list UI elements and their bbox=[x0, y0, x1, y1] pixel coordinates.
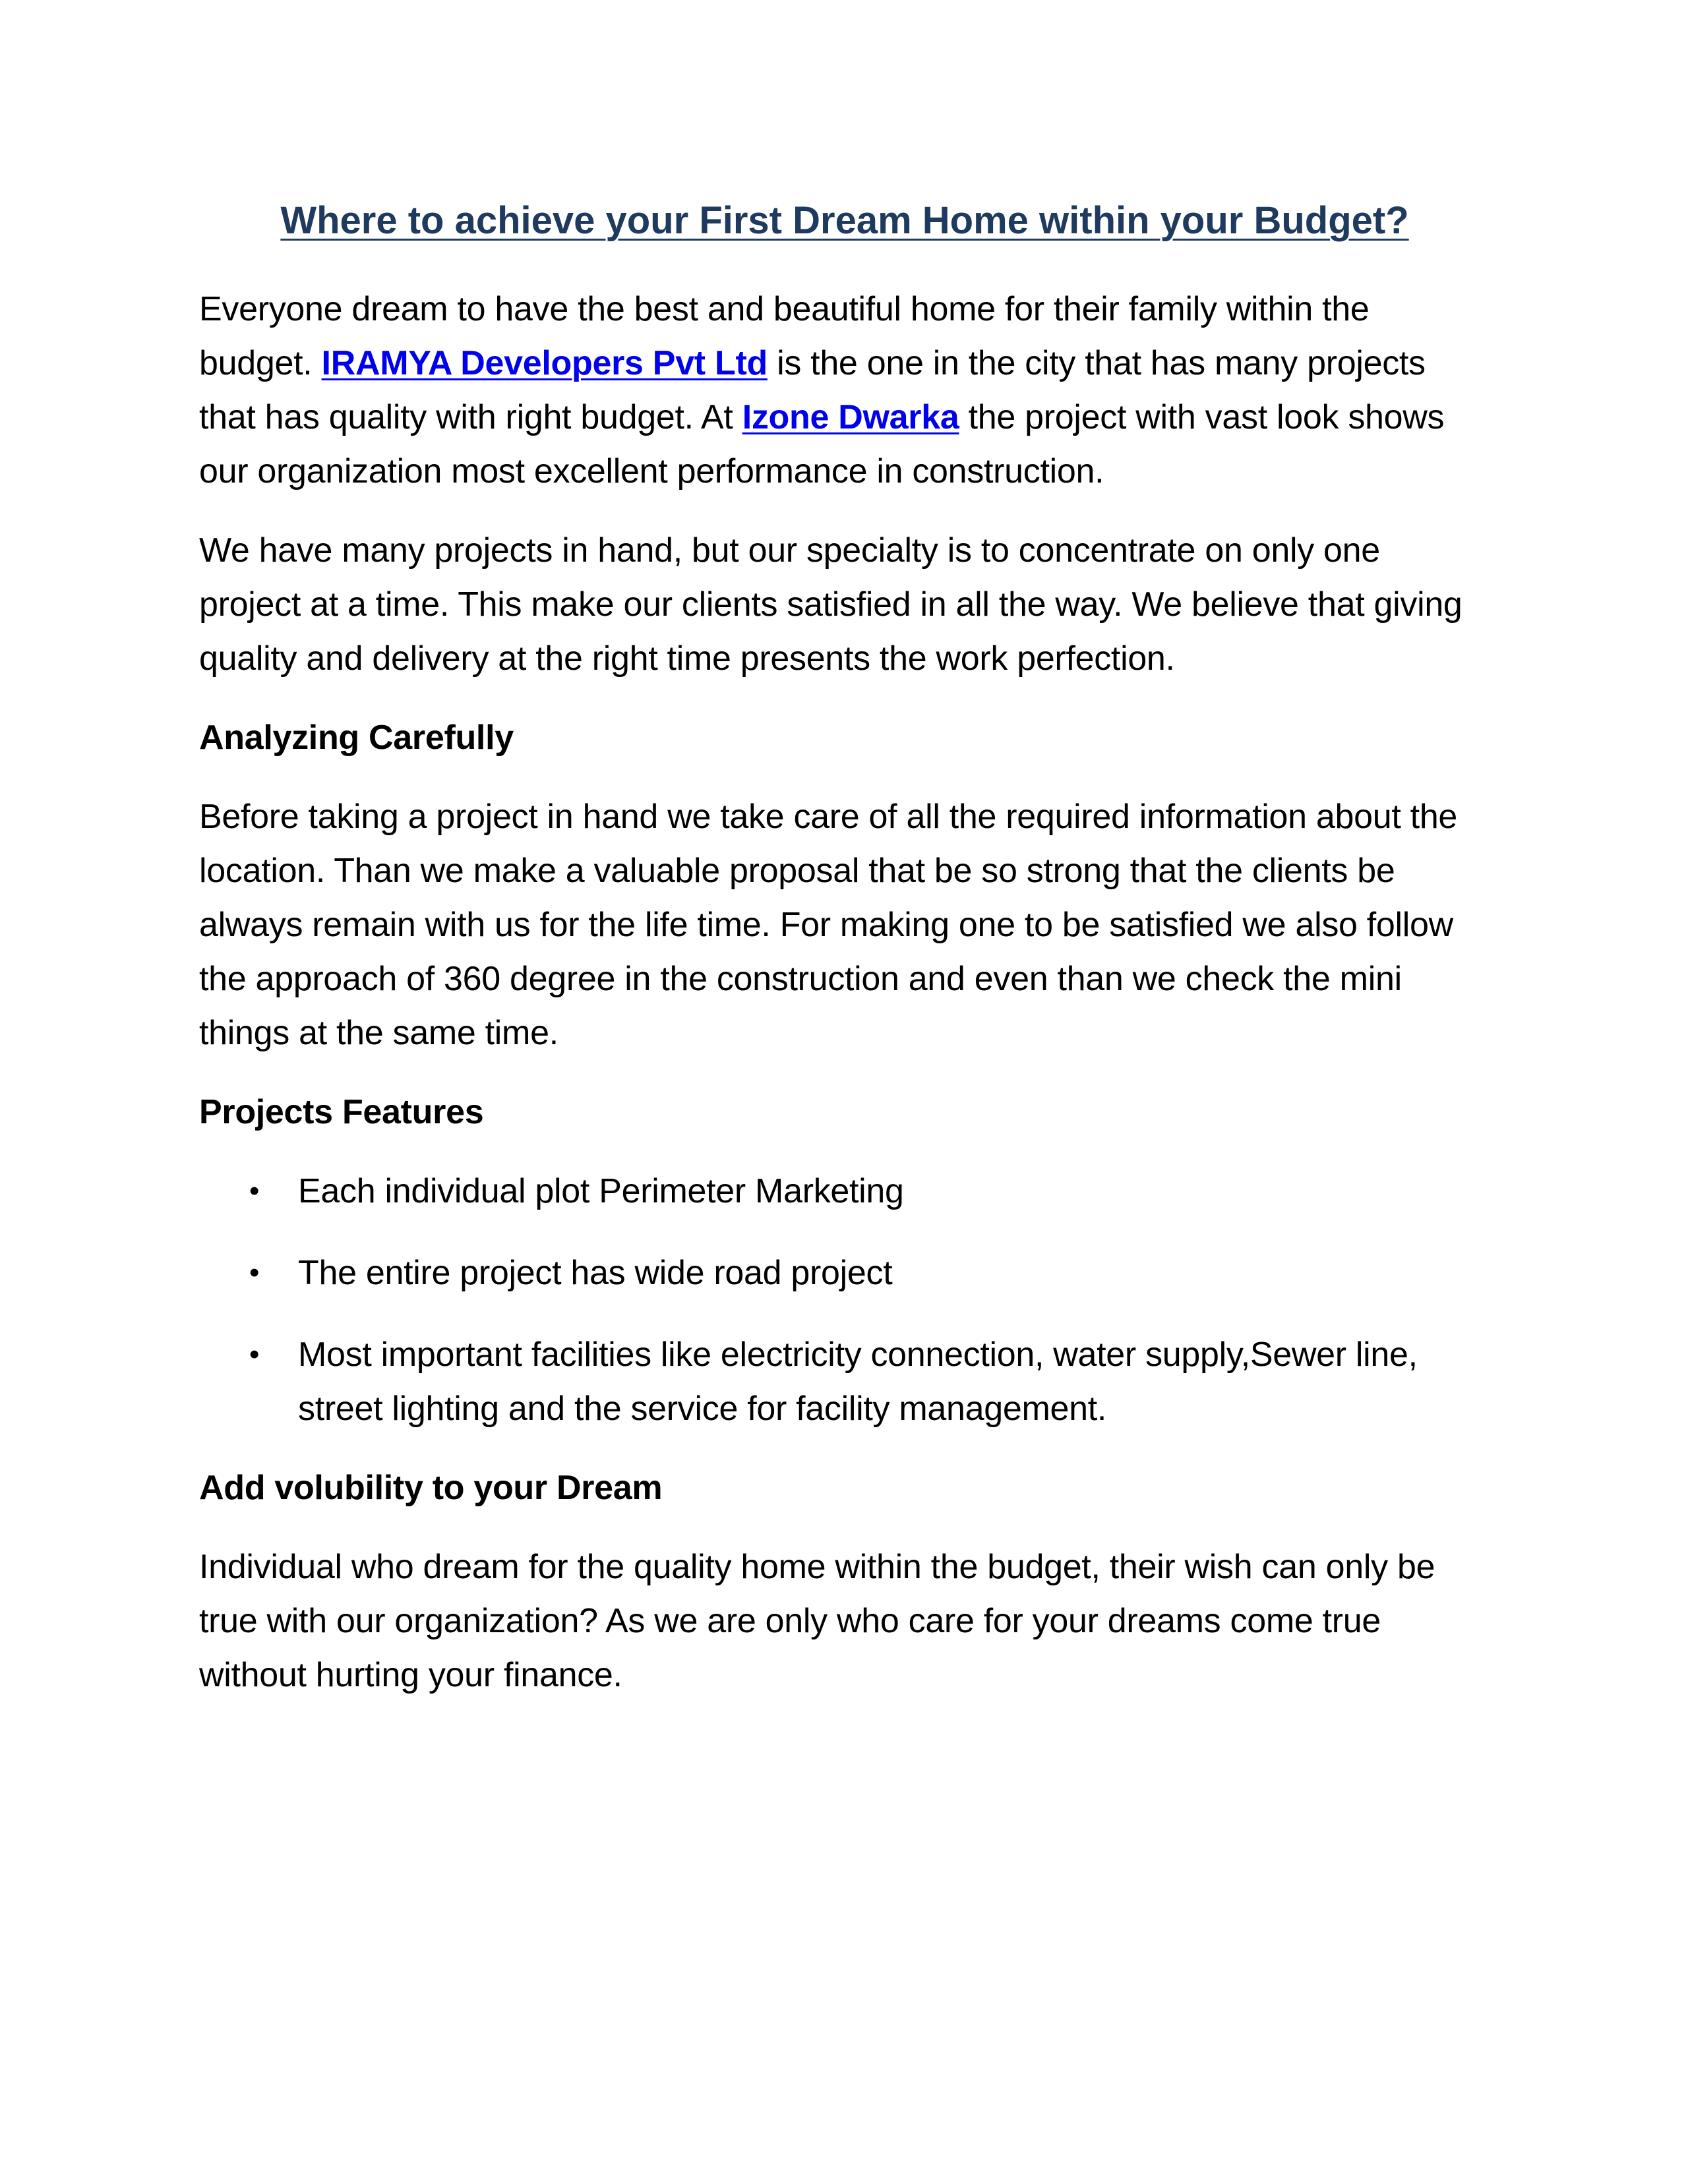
bullet-icon: • bbox=[249, 1174, 260, 1207]
feature-text: Each individual plot Perimeter Marketing bbox=[298, 1171, 904, 1210]
list-item bbox=[199, 1246, 1490, 1300]
intro-text-3: the project with vast look shows our organization most excellent performance in construction. bbox=[199, 398, 1445, 490]
intro-text-2: is the one in the city that has many projects that has quality with right budget. At bbox=[199, 343, 1426, 436]
izone-dwarka-link[interactable]: Izone Dwarka bbox=[742, 398, 959, 436]
features-list bbox=[199, 1164, 1490, 1436]
analyzing-carefully-paragraph: Before taking a project in hand we take care of all the required information about the location. Than we make a valuable proposal that be so strong that the clients be always remain with us for the life time. For making one to be satisfied we also follow the approach of 360 degree in the construction and even than we check the mini things at the same time. bbox=[199, 797, 1458, 1052]
intro-paragraph bbox=[199, 282, 1490, 498]
list-item bbox=[199, 1328, 1490, 1436]
feature-text: The entire project has wide road project bbox=[298, 1253, 893, 1292]
projects-features-heading: Projects Features bbox=[199, 1092, 484, 1131]
iramya-developers-link[interactable]: IRAMYA Developers Pvt Ltd bbox=[321, 343, 768, 382]
list-item bbox=[199, 1164, 1490, 1218]
intro-text-1: Everyone dream to have the best and beautiful home for their family within the budget. bbox=[199, 289, 1370, 382]
analyzing-carefully-heading: Analyzing Carefully bbox=[199, 718, 514, 757]
feature-text: Most important facilities like electricity connection, water supply,Sewer line, street lighting and the service for facility management. bbox=[298, 1335, 1418, 1428]
bullet-icon: • bbox=[249, 1338, 260, 1371]
page-title: Where to achieve your First Dream Home within your Budget? bbox=[280, 199, 1409, 242]
projects-paragraph: We have many projects in hand, but our specialty is to concentrate on only one project at a time. This make our clients satisfied in all the way. We believe that giving quality and delivery at the right time presents the work perfection. bbox=[199, 531, 1462, 678]
add-volubility-heading: Add volubility to your Dream bbox=[199, 1468, 663, 1507]
add-volubility-paragraph: Individual who dream for the quality home within the budget, their wish can only be true with our organization? As we are only who care for your dreams come true without hurting your finance. bbox=[199, 1547, 1435, 1694]
bullet-icon: • bbox=[249, 1256, 260, 1289]
